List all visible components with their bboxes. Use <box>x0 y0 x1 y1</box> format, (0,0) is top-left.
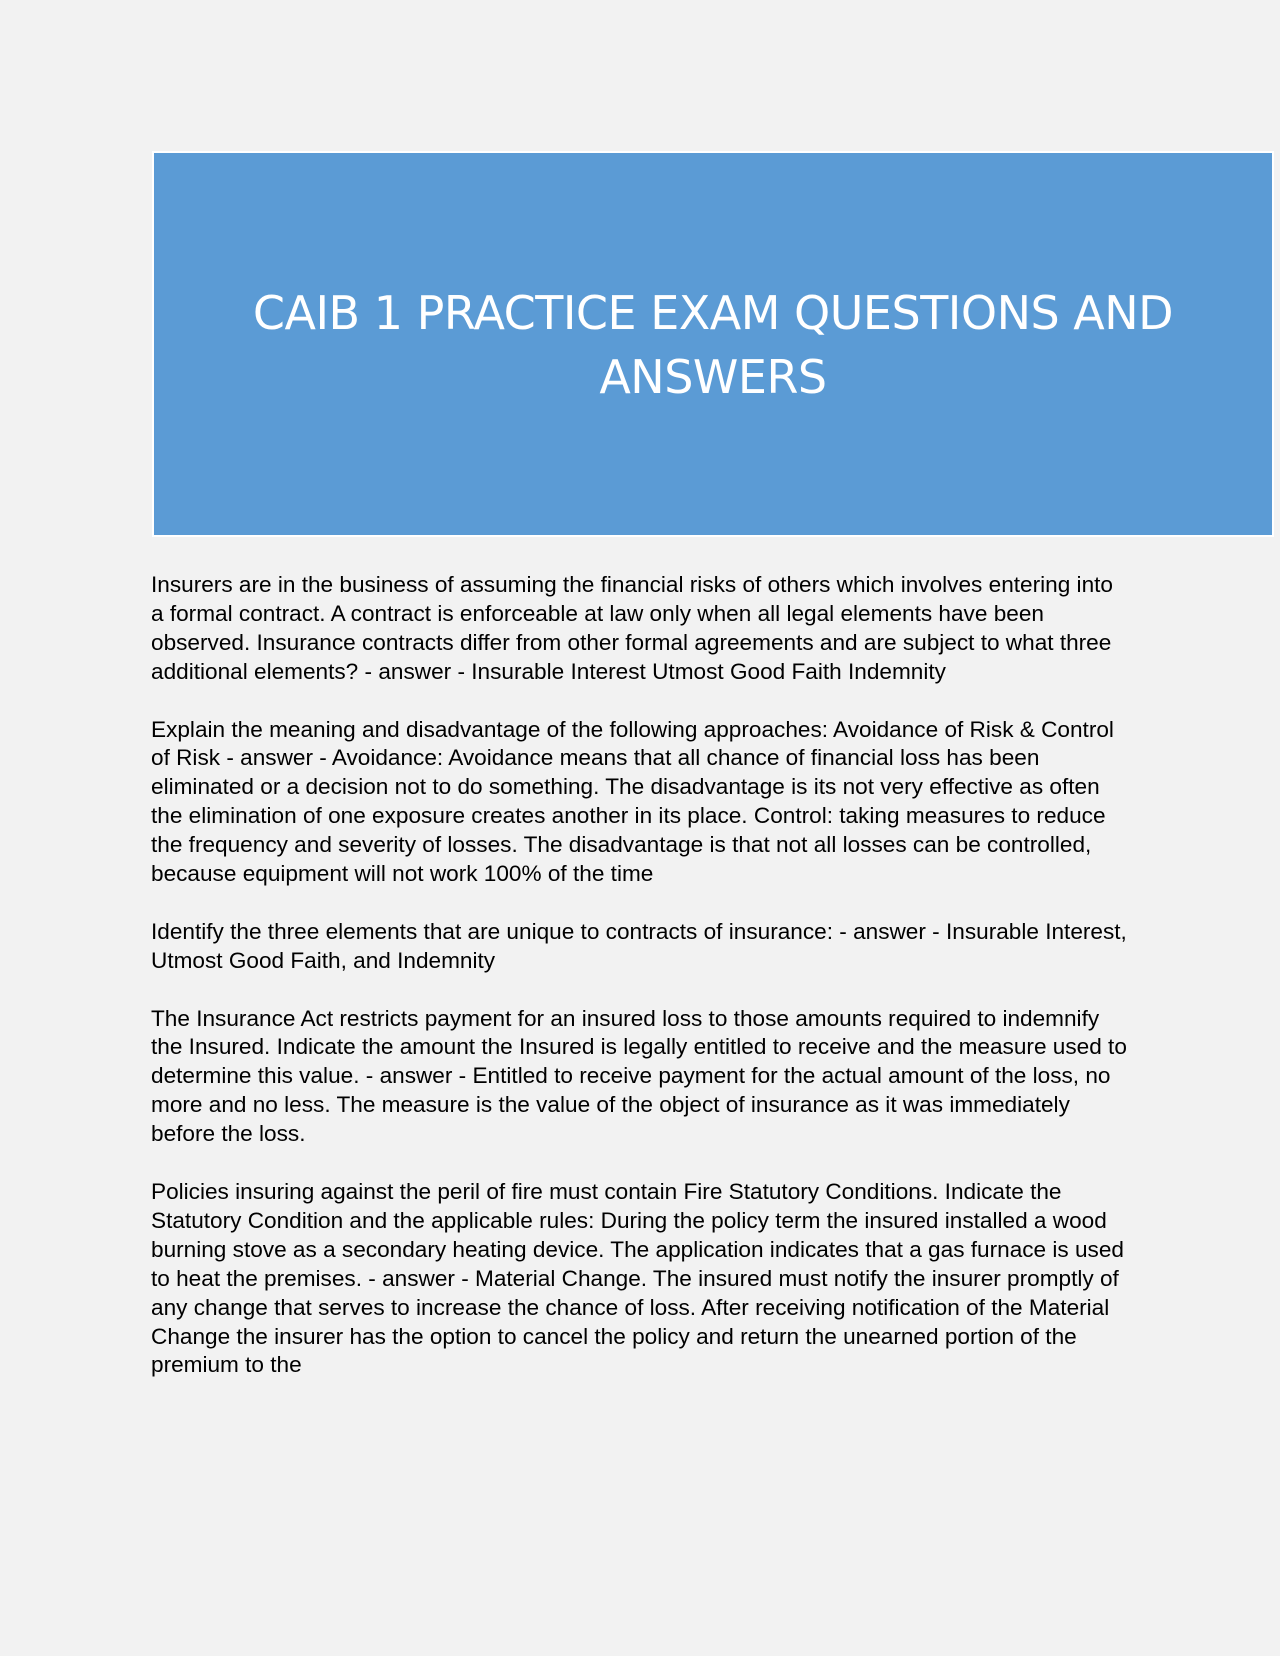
question-text: Identify the three elements that are unique to contracts of insurance: <box>151 918 833 944</box>
qa-item <box>151 571 1131 687</box>
answer-separator: - answer - <box>359 1063 473 1089</box>
answer-text: Material Change. The insured must notify the insurer promptly of any change that serves to increase the chance of loss. After receiving notification of the Material Change the insurer has the option to cancel the policy and return the unearned portion of the premium to the <box>151 1265 1119 1378</box>
answer-separator: - answer - <box>362 1265 475 1291</box>
answer-separator: - answer - <box>832 918 946 944</box>
answer-text: Utmost Good Faith <box>652 658 842 684</box>
question-text: Policies insuring against the peril of fire must contain Fire Statutory Conditions. Indicate the Statutory Condition and the applicable rules: During the policy term the insured installed a wood burning stove as a secondary heating device. The application indicates that a gas furnace is used to heat the premises. <box>151 1178 1124 1291</box>
answer-text: Avoidance: Avoidance means that all chance of financial loss has been eliminated or a decision not to do something. The disadvantage is its not very effective as often the elimination of one exposure creates another in its place. <box>151 745 1100 829</box>
answer-text: Insurable Interest <box>471 658 646 684</box>
answer-separator: - answer - <box>358 658 472 684</box>
answer-separator: - answer - <box>220 745 332 771</box>
answer-text: Indemnity <box>848 658 946 684</box>
qa-item <box>151 918 1131 976</box>
answer-text: Entitled to receive payment for the actual amount of the loss, no more and no less. The measure is the value of the object of insurance as it was immediately before the loss. <box>151 1063 1111 1147</box>
document-title: CAIB 1 PRACTICE EXAM QUESTIONS AND ANSWERS <box>252 286 1174 404</box>
title-banner <box>152 151 1274 537</box>
question-text: Explain the meaning and disadvantage of the following approaches: Avoidance of Risk & Control of Risk <box>151 716 1114 771</box>
qa-item <box>151 1005 1131 1150</box>
question-text: The Insurance Act restricts payment for an insured loss to those amounts required to indemnify the Insured. Indicate the amount the Insured is legally entitled to receive and the measure used to determine this value. <box>151 1005 1127 1089</box>
answer-text: Control: taking measures to reduce the frequency and severity of losses. The disadvantage is that not all losses can be controlled, because equipment will not work 100% of the time <box>151 803 1106 887</box>
qa-item <box>151 716 1131 889</box>
qa-item <box>151 1178 1131 1380</box>
question-text: Insurers are in the business of assuming the financial risks of others which involves entering into a formal contract. A contract is enforceable at law only when all legal elements have been observed. Insurance contracts differ from other formal agreements and are subject to what three additional elements? <box>151 572 1113 684</box>
answer-text: Insurable Interest, Utmost Good Faith, and Indemnity <box>151 918 1127 973</box>
qa-content <box>151 571 1131 1409</box>
